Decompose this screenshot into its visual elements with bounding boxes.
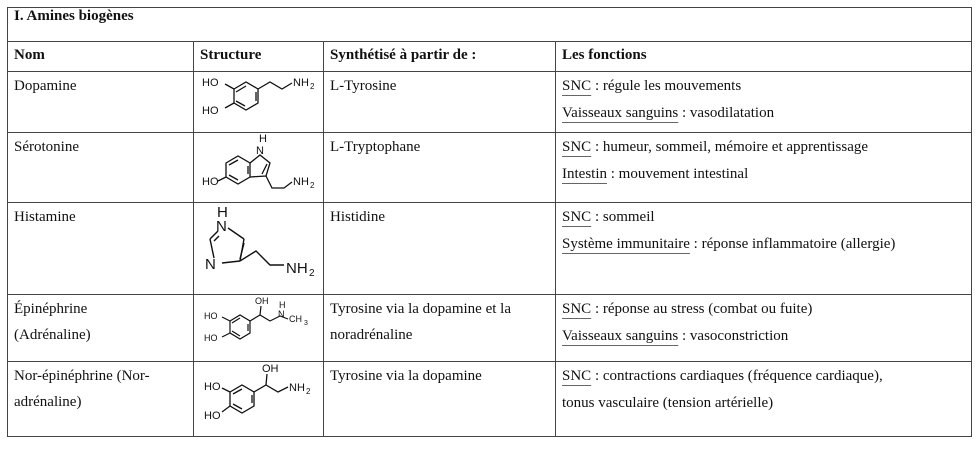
atom-label: NH xyxy=(289,382,305,394)
name-cell xyxy=(8,362,194,437)
atom-label: 2 xyxy=(309,268,315,279)
atom-label: OH xyxy=(262,363,279,375)
function-line xyxy=(562,231,965,258)
atom-label: N xyxy=(216,218,227,235)
atom-label: HO xyxy=(202,176,219,188)
functions-cell xyxy=(556,72,972,133)
dopamine-structure xyxy=(200,72,320,132)
function-line xyxy=(562,204,965,231)
function-text: vasodilatation xyxy=(689,105,775,121)
function-sep: : xyxy=(607,166,619,182)
function-line xyxy=(562,296,965,323)
atom-label: H xyxy=(259,133,267,145)
function-sep: : xyxy=(678,105,690,121)
function-line xyxy=(562,363,965,390)
synth-cell xyxy=(324,72,556,133)
name-line: adrénaline) xyxy=(14,394,82,410)
function-text: mouvement intestinal xyxy=(618,166,749,182)
synth-line: Tyrosine via la dopamine xyxy=(330,368,482,384)
atom-label: OH xyxy=(255,296,269,306)
name-cell xyxy=(8,203,194,295)
function-sep: : xyxy=(678,328,690,344)
structure-cell xyxy=(194,362,324,437)
name-cell xyxy=(8,295,194,362)
function-line xyxy=(562,161,965,188)
function-line xyxy=(562,323,965,350)
function-sep: : xyxy=(591,368,603,384)
function-target: Intestin xyxy=(562,166,607,182)
functions-cell xyxy=(556,362,972,437)
function-line xyxy=(562,390,965,417)
atom-label: 2 xyxy=(306,387,311,396)
atom-label: HO xyxy=(204,410,221,422)
header-structure: Structure xyxy=(194,42,324,72)
function-text: vasoconstriction xyxy=(689,328,789,344)
atom-label: CH xyxy=(289,314,302,324)
function-text: régule les mouvements xyxy=(602,78,742,94)
function-text: contractions cardiaques (fréquence cardiaque), xyxy=(602,368,883,384)
atom-label: 3 xyxy=(304,320,308,327)
serotonin-structure xyxy=(200,133,320,199)
header-row xyxy=(8,42,972,72)
synth-line: noradrénaline xyxy=(330,327,413,343)
functions-cell xyxy=(556,295,972,362)
function-sep: : xyxy=(591,139,603,155)
function-target: SNC xyxy=(562,368,592,384)
atom-label: H xyxy=(279,300,286,310)
function-target: SNC xyxy=(562,139,592,155)
atom-label: HO xyxy=(204,311,218,321)
atom-label: N xyxy=(278,309,285,319)
function-target: SNC xyxy=(562,301,592,317)
structure-cell xyxy=(194,295,324,362)
function-text: humeur, sommeil, mémoire et apprentissage xyxy=(602,139,869,155)
function-sep: : xyxy=(591,209,603,225)
synth-line: Histidine xyxy=(330,209,385,225)
table-row xyxy=(8,203,972,295)
section-title: I. Amines biogènes xyxy=(8,8,972,42)
function-line xyxy=(562,134,965,161)
atom-label: 2 xyxy=(310,82,315,91)
atom-label: 2 xyxy=(310,181,315,190)
atom-label: H xyxy=(217,204,228,221)
synth-cell xyxy=(324,295,556,362)
function-text: réponse inflammatoire (allergie) xyxy=(701,236,896,252)
epinephrine-structure xyxy=(200,295,320,359)
synth-cell xyxy=(324,203,556,295)
function-line xyxy=(562,73,965,100)
atom-label: HO xyxy=(204,381,221,393)
synth-cell xyxy=(324,133,556,203)
functions-cell xyxy=(556,203,972,295)
function-target: Vaisseaux sanguins xyxy=(562,105,679,121)
function-target: Système immunitaire xyxy=(562,236,690,252)
name-line: (Adrénaline) xyxy=(14,327,91,343)
atom-label: HO xyxy=(204,333,218,343)
structure-cell xyxy=(194,203,324,295)
atom-label: NH xyxy=(286,260,308,277)
function-target: SNC xyxy=(562,78,592,94)
name-cell xyxy=(8,72,194,133)
structure-cell xyxy=(194,133,324,203)
atom-label: N xyxy=(205,256,216,273)
function-target: Vaisseaux sanguins xyxy=(562,328,679,344)
name-cell xyxy=(8,133,194,203)
header-name: Nom xyxy=(8,42,194,72)
structure-cell xyxy=(194,72,324,133)
function-line xyxy=(562,100,965,127)
functions-cell xyxy=(556,133,972,203)
function-sep: : xyxy=(591,78,603,94)
synth-line: L-Tyrosine xyxy=(330,78,397,94)
synth-cell xyxy=(324,362,556,437)
norepinephrine-structure xyxy=(200,362,320,434)
function-text: réponse au stress (combat ou fuite) xyxy=(602,301,813,317)
function-text: sommeil xyxy=(602,209,655,225)
synth-line: Tyrosine via la dopamine et la xyxy=(330,301,511,317)
atom-label: HO xyxy=(202,105,219,117)
atom-label: N xyxy=(256,145,264,157)
function-sep: : xyxy=(689,236,702,252)
section-row xyxy=(8,8,972,42)
function-text: tonus vasculaire (tension artérielle) xyxy=(562,395,774,411)
header-synth: Synthétisé à partir de : xyxy=(324,42,556,72)
table-row xyxy=(8,362,972,437)
function-target: SNC xyxy=(562,209,592,225)
header-functions: Les fonctions xyxy=(556,42,972,72)
amines-table xyxy=(7,7,972,437)
synth-line: L-Tryptophane xyxy=(330,139,421,155)
table-row xyxy=(8,295,972,362)
table-row xyxy=(8,72,972,133)
name-line: Histamine xyxy=(14,209,76,225)
name-line: Épinéphrine xyxy=(14,301,88,317)
atom-label: NH xyxy=(293,176,309,188)
function-sep: : xyxy=(591,301,603,317)
atom-label: HO xyxy=(202,77,219,89)
histamine-structure xyxy=(200,203,320,293)
name-line: Sérotonine xyxy=(14,139,79,155)
table-row xyxy=(8,133,972,203)
name-line: Dopamine xyxy=(14,78,77,94)
atom-label: NH xyxy=(293,77,309,89)
name-line: Nor-épinéphrine (Nor- xyxy=(14,368,150,384)
